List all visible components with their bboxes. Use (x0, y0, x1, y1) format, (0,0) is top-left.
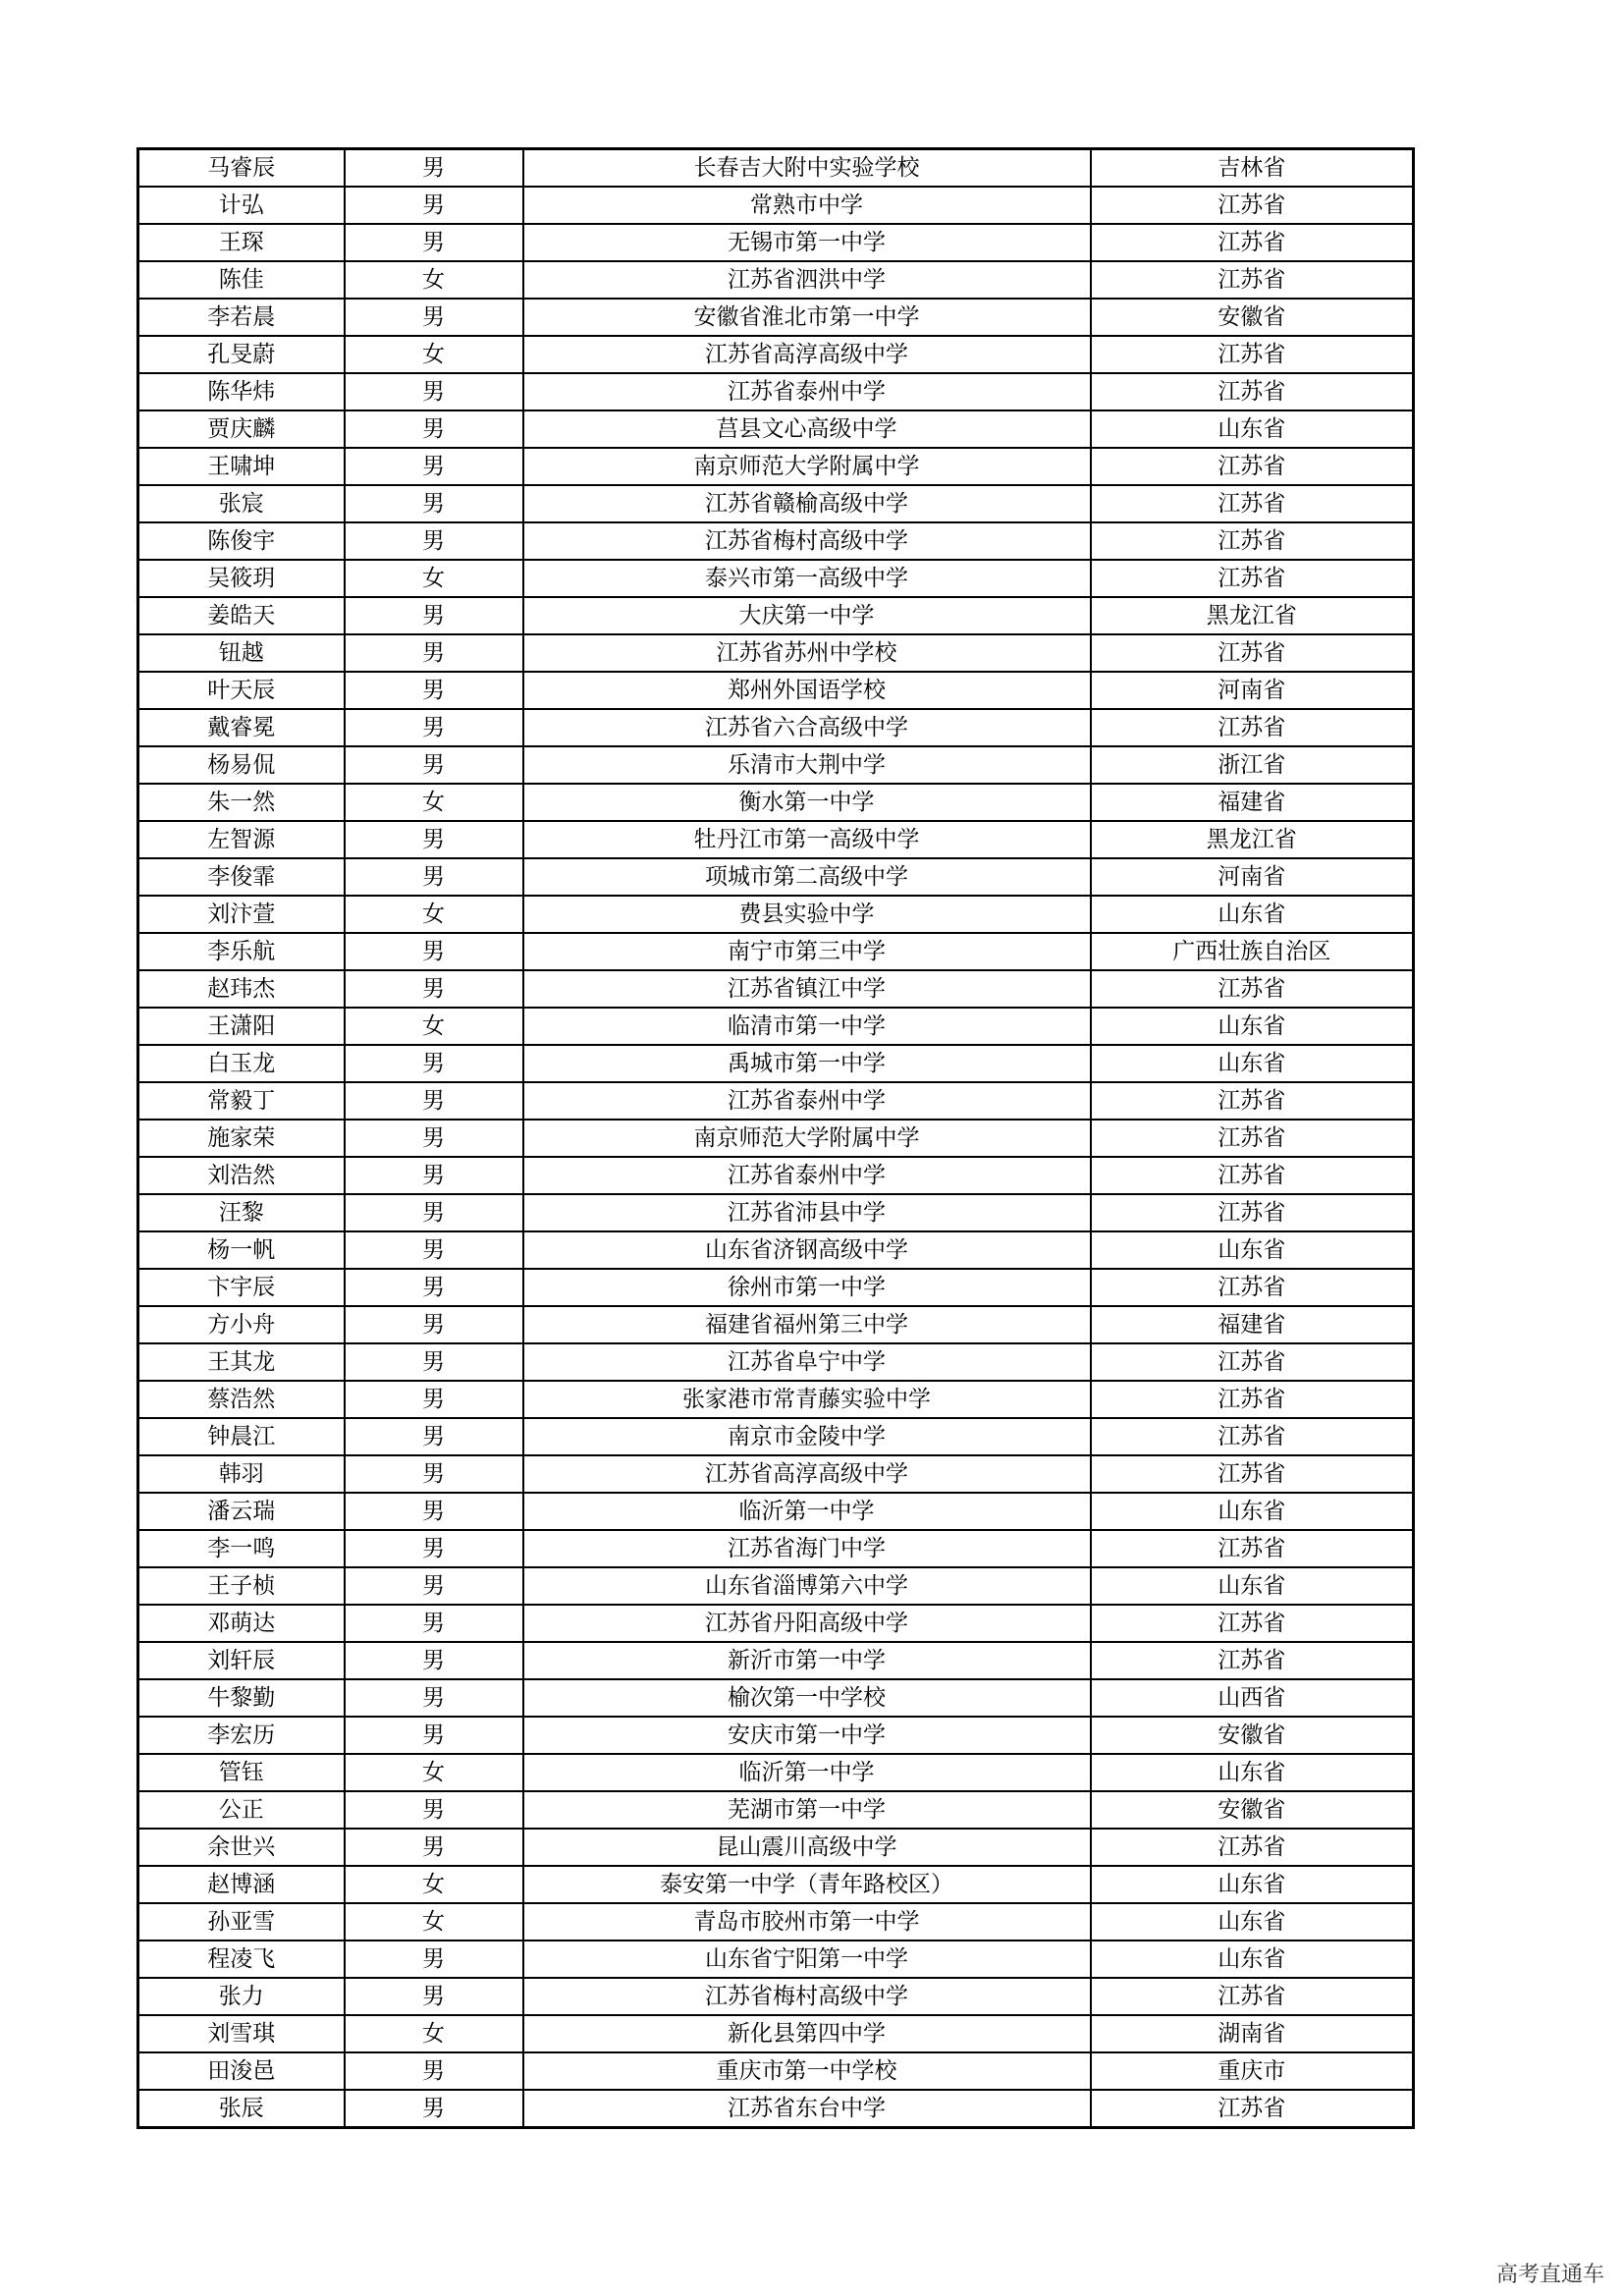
student-name-cell: 李若晨 (138, 299, 345, 336)
gender-cell: 女 (345, 261, 523, 299)
student-name-cell: 戴睿冕 (138, 709, 345, 746)
school-cell: 徐州市第一中学 (523, 1269, 1091, 1306)
table-row (138, 299, 1414, 336)
province-cell: 山东省 (1091, 1045, 1414, 1082)
table-row (138, 1194, 1414, 1231)
province-cell: 江苏省 (1091, 1642, 1414, 1679)
school-cell: 南宁市第三中学 (523, 933, 1091, 970)
student-name-cell: 王啸坤 (138, 448, 345, 485)
gender-cell: 女 (345, 560, 523, 597)
student-name-cell: 马睿辰 (138, 149, 345, 188)
gender-cell: 男 (345, 1717, 523, 1754)
school-cell: 福建省福州第三中学 (523, 1306, 1091, 1343)
student-name-cell: 贾庆麟 (138, 410, 345, 448)
province-cell: 江苏省 (1091, 1418, 1414, 1455)
gender-cell: 男 (345, 2090, 523, 2128)
school-cell: 大庆第一中学 (523, 597, 1091, 634)
student-name-cell: 李一鸣 (138, 1530, 345, 1567)
student-name-cell: 王其龙 (138, 1343, 345, 1381)
student-name-cell: 计弘 (138, 187, 345, 224)
student-name-cell: 赵博涵 (138, 1866, 345, 1903)
table-row (138, 149, 1414, 188)
table-row (138, 821, 1414, 858)
gender-cell: 男 (345, 1343, 523, 1381)
province-cell: 江苏省 (1091, 485, 1414, 522)
school-cell: 江苏省泰州中学 (523, 373, 1091, 410)
gender-cell: 男 (345, 1418, 523, 1455)
table-row (138, 970, 1414, 1008)
student-name-cell: 杨一帆 (138, 1231, 345, 1269)
table-row (138, 1717, 1414, 1754)
province-cell: 山东省 (1091, 1567, 1414, 1605)
province-cell: 江苏省 (1091, 1978, 1414, 2015)
province-cell: 安徽省 (1091, 299, 1414, 336)
student-name-cell: 卞宇辰 (138, 1269, 345, 1306)
table-row (138, 672, 1414, 709)
school-cell: 安庆市第一中学 (523, 1717, 1091, 1754)
province-cell: 江苏省 (1091, 261, 1414, 299)
gender-cell: 男 (345, 1605, 523, 1642)
province-cell: 安徽省 (1091, 1791, 1414, 1829)
watermark: 高考直通车 (1495, 2263, 1604, 2287)
school-cell: 江苏省泰州中学 (523, 1082, 1091, 1120)
school-cell: 牡丹江市第一高级中学 (523, 821, 1091, 858)
school-cell: 无锡市第一中学 (523, 224, 1091, 261)
gender-cell: 男 (345, 634, 523, 672)
school-cell: 乐清市大荆中学 (523, 746, 1091, 784)
table-row (138, 1866, 1414, 1903)
student-name-cell: 刘汴萱 (138, 896, 345, 933)
gender-cell: 男 (345, 1791, 523, 1829)
school-cell: 江苏省东台中学 (523, 2090, 1091, 2128)
table-row (138, 1306, 1414, 1343)
student-name-cell: 陈华炜 (138, 373, 345, 410)
school-cell: 山东省宁阳第一中学 (523, 1941, 1091, 1978)
student-name-cell: 朱一然 (138, 784, 345, 821)
province-cell: 浙江省 (1091, 746, 1414, 784)
school-cell: 郑州外国语学校 (523, 672, 1091, 709)
gender-cell: 男 (345, 1455, 523, 1493)
gender-cell: 女 (345, 896, 523, 933)
table-row (138, 784, 1414, 821)
province-cell: 江苏省 (1091, 970, 1414, 1008)
table-row (138, 1008, 1414, 1045)
gender-cell: 男 (345, 1082, 523, 1120)
student-name-cell: 张力 (138, 1978, 345, 2015)
province-cell: 山西省 (1091, 1679, 1414, 1717)
province-cell: 江苏省 (1091, 1530, 1414, 1567)
table-row (138, 1045, 1414, 1082)
table-row (138, 261, 1414, 299)
student-name-cell: 王潇阳 (138, 1008, 345, 1045)
gender-cell: 男 (345, 373, 523, 410)
table-row (138, 1269, 1414, 1306)
table-row (138, 336, 1414, 373)
school-cell: 江苏省镇江中学 (523, 970, 1091, 1008)
student-name-cell: 余世兴 (138, 1829, 345, 1866)
school-cell: 南京师范大学附属中学 (523, 448, 1091, 485)
school-cell: 江苏省高淳高级中学 (523, 1455, 1091, 1493)
school-cell: 新沂市第一中学 (523, 1642, 1091, 1679)
roster-table (136, 147, 1415, 2129)
table-row (138, 1493, 1414, 1530)
table-row (138, 858, 1414, 896)
gender-cell: 男 (345, 1157, 523, 1194)
gender-cell: 男 (345, 522, 523, 560)
province-cell: 湖南省 (1091, 2015, 1414, 2052)
student-name-cell: 汪黎 (138, 1194, 345, 1231)
gender-cell: 男 (345, 1978, 523, 2015)
gender-cell: 男 (345, 746, 523, 784)
province-cell: 山东省 (1091, 1903, 1414, 1941)
student-name-cell: 蔡浩然 (138, 1381, 345, 1418)
province-cell: 江苏省 (1091, 373, 1414, 410)
province-cell: 安徽省 (1091, 1717, 1414, 1754)
province-cell: 江苏省 (1091, 709, 1414, 746)
province-cell: 江苏省 (1091, 560, 1414, 597)
student-name-cell: 钟晨江 (138, 1418, 345, 1455)
school-cell: 衡水第一中学 (523, 784, 1091, 821)
gender-cell: 男 (345, 933, 523, 970)
table-row (138, 1754, 1414, 1791)
province-cell: 山东省 (1091, 1008, 1414, 1045)
school-cell: 江苏省沛县中学 (523, 1194, 1091, 1231)
school-cell: 安徽省淮北市第一中学 (523, 299, 1091, 336)
gender-cell: 男 (345, 1493, 523, 1530)
school-cell: 江苏省梅村高级中学 (523, 522, 1091, 560)
student-name-cell: 刘轩辰 (138, 1642, 345, 1679)
school-cell: 江苏省梅村高级中学 (523, 1978, 1091, 2015)
table-row (138, 1381, 1414, 1418)
gender-cell: 女 (345, 1903, 523, 1941)
table-row (138, 485, 1414, 522)
school-cell: 临沂第一中学 (523, 1754, 1091, 1791)
province-cell: 河南省 (1091, 672, 1414, 709)
province-cell: 黑龙江省 (1091, 597, 1414, 634)
table-row (138, 1343, 1414, 1381)
table-row (138, 896, 1414, 933)
table-row (138, 224, 1414, 261)
province-cell: 江苏省 (1091, 448, 1414, 485)
province-cell: 黑龙江省 (1091, 821, 1414, 858)
school-cell: 南京市金陵中学 (523, 1418, 1091, 1455)
student-name-cell: 赵玮杰 (138, 970, 345, 1008)
gender-cell: 男 (345, 970, 523, 1008)
student-name-cell: 李宏历 (138, 1717, 345, 1754)
student-name-cell: 孙亚雪 (138, 1903, 345, 1941)
gender-cell: 男 (345, 1045, 523, 1082)
table-row (138, 410, 1414, 448)
province-cell: 江苏省 (1091, 634, 1414, 672)
school-cell: 江苏省海门中学 (523, 1530, 1091, 1567)
table-row (138, 709, 1414, 746)
table-row (138, 746, 1414, 784)
table-row (138, 1082, 1414, 1120)
school-cell: 常熟市中学 (523, 187, 1091, 224)
school-cell: 南京师范大学附属中学 (523, 1120, 1091, 1157)
gender-cell: 男 (345, 1120, 523, 1157)
gender-cell: 男 (345, 709, 523, 746)
province-cell: 山东省 (1091, 896, 1414, 933)
school-cell: 禹城市第一中学 (523, 1045, 1091, 1082)
gender-cell: 男 (345, 821, 523, 858)
province-cell: 江苏省 (1091, 1455, 1414, 1493)
student-name-cell: 施家荣 (138, 1120, 345, 1157)
student-name-cell: 白玉龙 (138, 1045, 345, 1082)
gender-cell: 男 (345, 448, 523, 485)
table-row (138, 1157, 1414, 1194)
gender-cell: 男 (345, 1941, 523, 1978)
gender-cell: 男 (345, 1567, 523, 1605)
student-name-cell: 李俊霏 (138, 858, 345, 896)
gender-cell: 男 (345, 485, 523, 522)
province-cell: 山东省 (1091, 1231, 1414, 1269)
school-cell: 江苏省阜宁中学 (523, 1343, 1091, 1381)
table-row (138, 1829, 1414, 1866)
gender-cell: 男 (345, 224, 523, 261)
province-cell: 江苏省 (1091, 2090, 1414, 2128)
school-cell: 临清市第一中学 (523, 1008, 1091, 1045)
province-cell: 山东省 (1091, 1493, 1414, 1530)
school-cell: 项城市第二高级中学 (523, 858, 1091, 896)
school-cell: 江苏省泗洪中学 (523, 261, 1091, 299)
student-name-cell: 杨易侃 (138, 746, 345, 784)
school-cell: 长春吉大附中实验学校 (523, 149, 1091, 188)
gender-cell: 女 (345, 1866, 523, 1903)
roster-body (138, 149, 1414, 2128)
table-row (138, 1567, 1414, 1605)
student-name-cell: 张宸 (138, 485, 345, 522)
province-cell: 江苏省 (1091, 224, 1414, 261)
table-row (138, 1903, 1414, 1941)
school-cell: 莒县文心高级中学 (523, 410, 1091, 448)
table-row (138, 373, 1414, 410)
school-cell: 重庆市第一中学校 (523, 2052, 1091, 2090)
student-name-cell: 田浚邑 (138, 2052, 345, 2090)
school-cell: 泰兴市第一高级中学 (523, 560, 1091, 597)
school-cell: 张家港市常青藤实验中学 (523, 1381, 1091, 1418)
province-cell: 江苏省 (1091, 1829, 1414, 1866)
table-row (138, 1418, 1414, 1455)
gender-cell: 女 (345, 784, 523, 821)
province-cell: 江苏省 (1091, 187, 1414, 224)
student-name-cell: 常毅丁 (138, 1082, 345, 1120)
province-cell: 江苏省 (1091, 1605, 1414, 1642)
school-cell: 江苏省赣榆高级中学 (523, 485, 1091, 522)
table-row (138, 1231, 1414, 1269)
gender-cell: 女 (345, 1754, 523, 1791)
student-name-cell: 陈佳 (138, 261, 345, 299)
student-name-cell: 陈俊宇 (138, 522, 345, 560)
student-name-cell: 方小舟 (138, 1306, 345, 1343)
table-row (138, 1605, 1414, 1642)
school-cell: 芜湖市第一中学 (523, 1791, 1091, 1829)
province-cell: 江苏省 (1091, 522, 1414, 560)
province-cell: 河南省 (1091, 858, 1414, 896)
table-row (138, 2090, 1414, 2128)
student-name-cell: 左智源 (138, 821, 345, 858)
province-cell: 山东省 (1091, 1866, 1414, 1903)
table-row (138, 1120, 1414, 1157)
student-name-cell: 刘浩然 (138, 1157, 345, 1194)
gender-cell: 女 (345, 336, 523, 373)
gender-cell: 男 (345, 2052, 523, 2090)
school-cell: 临沂第一中学 (523, 1493, 1091, 1530)
province-cell: 山东省 (1091, 410, 1414, 448)
table-row (138, 1791, 1414, 1829)
province-cell: 江苏省 (1091, 1343, 1414, 1381)
gender-cell: 男 (345, 858, 523, 896)
student-name-cell: 程凌飞 (138, 1941, 345, 1978)
school-cell: 费县实验中学 (523, 896, 1091, 933)
school-cell: 榆次第一中学校 (523, 1679, 1091, 1717)
school-cell: 江苏省泰州中学 (523, 1157, 1091, 1194)
gender-cell: 男 (345, 1530, 523, 1567)
gender-cell: 男 (345, 1269, 523, 1306)
student-name-cell: 叶天辰 (138, 672, 345, 709)
school-cell: 昆山震川高级中学 (523, 1829, 1091, 1866)
table-row (138, 1530, 1414, 1567)
school-cell: 新化县第四中学 (523, 2015, 1091, 2052)
province-cell: 广西壮族自治区 (1091, 933, 1414, 970)
province-cell: 重庆市 (1091, 2052, 1414, 2090)
gender-cell: 男 (345, 1642, 523, 1679)
table-row (138, 1642, 1414, 1679)
gender-cell: 男 (345, 149, 523, 188)
province-cell: 山东省 (1091, 1754, 1414, 1791)
province-cell: 江苏省 (1091, 1269, 1414, 1306)
province-cell: 吉林省 (1091, 149, 1414, 188)
gender-cell: 男 (345, 1679, 523, 1717)
student-name-cell: 刘雪琪 (138, 2015, 345, 2052)
student-name-cell: 管钰 (138, 1754, 345, 1791)
table-row (138, 448, 1414, 485)
student-name-cell: 张辰 (138, 2090, 345, 2128)
gender-cell: 男 (345, 1381, 523, 1418)
table-row (138, 522, 1414, 560)
province-cell: 江苏省 (1091, 336, 1414, 373)
student-name-cell: 韩羽 (138, 1455, 345, 1493)
province-cell: 山东省 (1091, 1941, 1414, 1978)
table-row (138, 2052, 1414, 2090)
student-name-cell: 孔旻蔚 (138, 336, 345, 373)
student-name-cell: 邓萌达 (138, 1605, 345, 1642)
province-cell: 福建省 (1091, 784, 1414, 821)
school-cell: 江苏省高淳高级中学 (523, 336, 1091, 373)
school-cell: 江苏省苏州中学校 (523, 634, 1091, 672)
school-cell: 山东省淄博第六中学 (523, 1567, 1091, 1605)
student-name-cell: 王琛 (138, 224, 345, 261)
student-name-cell: 李乐航 (138, 933, 345, 970)
gender-cell: 女 (345, 1008, 523, 1045)
student-name-cell: 牛黎勤 (138, 1679, 345, 1717)
student-name-cell: 钮越 (138, 634, 345, 672)
school-cell: 泰安第一中学（青年路校区） (523, 1866, 1091, 1903)
table-row (138, 597, 1414, 634)
gender-cell: 男 (345, 1306, 523, 1343)
student-name-cell: 公正 (138, 1791, 345, 1829)
table-row (138, 1455, 1414, 1493)
province-cell: 江苏省 (1091, 1381, 1414, 1418)
student-name-cell: 潘云瑞 (138, 1493, 345, 1530)
gender-cell: 男 (345, 299, 523, 336)
province-cell: 福建省 (1091, 1306, 1414, 1343)
province-cell: 江苏省 (1091, 1082, 1414, 1120)
student-name-cell: 姜皓天 (138, 597, 345, 634)
table-row (138, 1941, 1414, 1978)
province-cell: 江苏省 (1091, 1120, 1414, 1157)
gender-cell: 男 (345, 597, 523, 634)
gender-cell: 男 (345, 672, 523, 709)
gender-cell: 男 (345, 1231, 523, 1269)
table-row (138, 187, 1414, 224)
gender-cell: 男 (345, 1829, 523, 1866)
student-name-cell: 吴筱玥 (138, 560, 345, 597)
gender-cell: 男 (345, 410, 523, 448)
school-cell: 江苏省六合高级中学 (523, 709, 1091, 746)
province-cell: 江苏省 (1091, 1157, 1414, 1194)
table-row (138, 560, 1414, 597)
school-cell: 青岛市胶州市第一中学 (523, 1903, 1091, 1941)
gender-cell: 男 (345, 187, 523, 224)
province-cell: 江苏省 (1091, 1194, 1414, 1231)
school-cell: 江苏省丹阳高级中学 (523, 1605, 1091, 1642)
table-row (138, 634, 1414, 672)
gender-cell: 男 (345, 1194, 523, 1231)
table-row (138, 1679, 1414, 1717)
table-row (138, 1978, 1414, 2015)
gender-cell: 女 (345, 2015, 523, 2052)
table-row (138, 933, 1414, 970)
school-cell: 山东省济钢高级中学 (523, 1231, 1091, 1269)
table-row (138, 2015, 1414, 2052)
student-name-cell: 王子桢 (138, 1567, 345, 1605)
